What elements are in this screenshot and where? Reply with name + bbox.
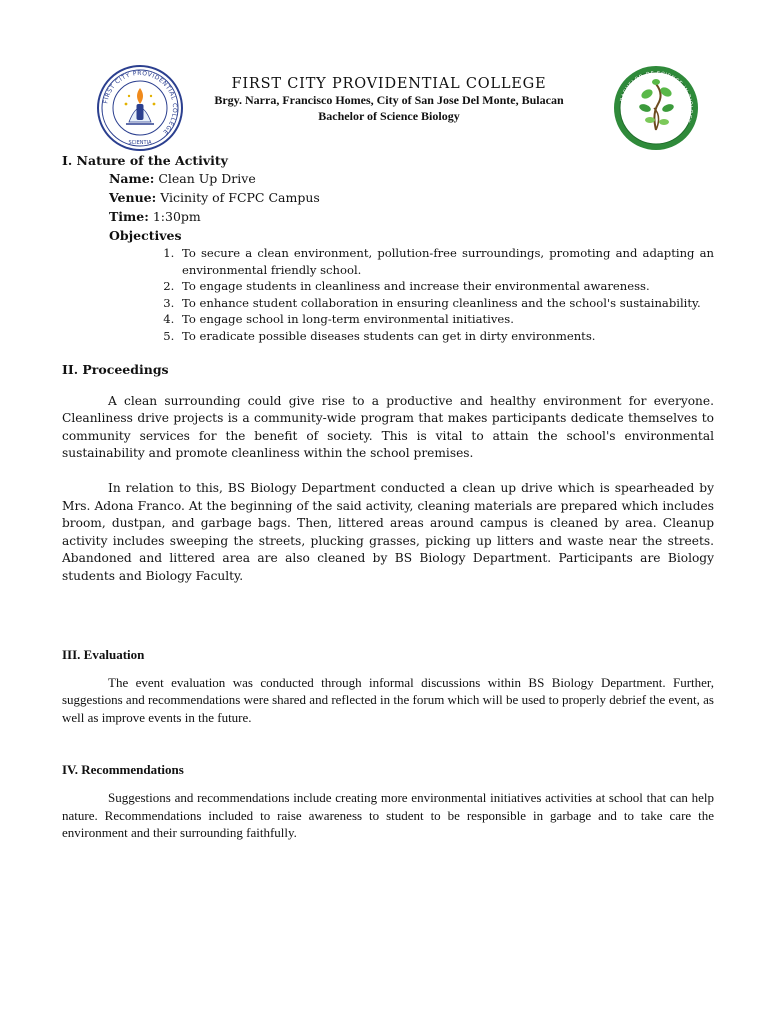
list-item: 2. To engage students in cleanliness and increase their environmental awareness. — [178, 278, 714, 295]
paragraph: A clean surrounding could give rise to a productive and healthy environment for everyone. Cleanliness drive projects is a community-wide program that makes participants dedicate themselves to community services for the benefit of society. This is vital to attain the school's environmental sustainability and promote cleanliness within the school premises. — [62, 393, 714, 461]
section-heading: IV. Recommendations — [62, 762, 184, 778]
svg-text:BACHELOR OF SCIENCE IN BIOLOGY: BACHELOR OF SCIENCE IN BIOLOGY — [619, 70, 694, 124]
objectives-list — [62, 245, 714, 345]
biology-department-logo — [612, 64, 700, 152]
section-heading: II. Proceedings — [62, 361, 169, 377]
college-name: FIRST CITY PROVIDENTIAL COLLEGE — [231, 76, 547, 92]
college-address: Brgy. Narra, Francisco Homes, City of San Jose Del Monte, Bulacan — [214, 93, 564, 107]
list-item: 5. To eradicate possible diseases students can get in dirty environments. — [178, 328, 714, 345]
list-item: 3. To enhance student collaboration in ensuring cleanliness and the school's sustainability. — [178, 295, 714, 312]
section-nature-of-activity — [62, 152, 714, 345]
section-recommendations — [62, 761, 714, 842]
svg-text:SCIENTIA: SCIENTIA — [128, 140, 152, 146]
program-name: Bachelor of Science Biology — [318, 109, 460, 123]
objectives-label: Objectives — [109, 228, 182, 243]
letterhead — [180, 76, 598, 124]
list-item: 4. To engage school in long-term environmental initiatives. — [178, 311, 714, 328]
activity-venue: Venue: Vicinity of FCPC Campus — [109, 190, 320, 205]
section-heading: III. Evaluation — [62, 646, 145, 662]
svg-text:FIRST CITY PROVIDENTIAL COLLEG: FIRST CITY PROVIDENTIAL COLLEGE — [102, 69, 179, 136]
section-heading: I. Nature of the Activity — [62, 153, 228, 168]
list-item: 1. To secure a clean environment, pollution-free surroundings, promoting and adapting an environmental friendly school. — [178, 245, 714, 278]
activity-time: Time: 1:30pm — [109, 209, 201, 224]
paragraph: The event evaluation was conducted through informal discussions within BS Biology Department. Further, suggestions and recommendations were shared and reflected in the forum which will be used to properly debrief the event, as well as improve events in the future. — [62, 674, 714, 725]
report-body — [62, 152, 714, 842]
paragraph: In relation to this, BS Biology Department conducted a clean up drive which is spearheaded by Mrs. Adona Franco. At the beginning of the said activity, cleaning materials are prepared which includes broom, dustpan, and garbage bags. Then, littered areas around campus is cleaned by area. Cleanup activity includes sweeping the streets, plucking grasses, picking up litters and waste near the streets. Abandoned and littered area are also cleaned by BS Biology Department. Participants are Biology students and Biology Faculty. — [62, 480, 714, 583]
paragraph: Suggestions and recommendations include creating more environmental initiatives activities at school that can help nature. Recommendations included to raise awareness to student to be responsible in garbage and to take care the environment and their surrounding faithfully. — [62, 790, 714, 841]
college-seal-logo — [96, 64, 184, 152]
section-proceedings — [62, 361, 714, 586]
section-evaluation — [62, 646, 714, 727]
activity-name: Name: Clean Up Drive — [109, 171, 256, 186]
